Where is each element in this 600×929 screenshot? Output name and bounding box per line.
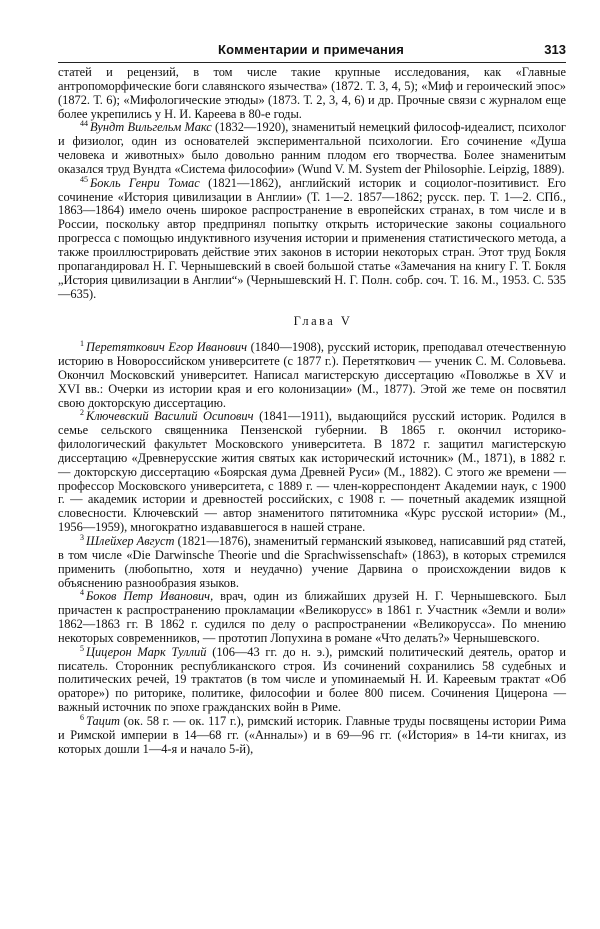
- note-number: 6: [80, 712, 84, 722]
- note-text: (ок. 58 г. — ок. 117 г.), римский историк. Главные труды посвящены истории Рима и Римской империи в 14—68 гг. («Анналы») и в 69—96 гг. («История» в 14-ти книгах, из которых дошли 1—4-я и начало 5-й),: [58, 713, 566, 756]
- note-person-name: Боков Петр Иванович,: [86, 589, 214, 604]
- note-4: [58, 590, 566, 645]
- note-text: (1821—1862), английский историк и социолог-позитивист. Его сочинение «История цивилизации в Англии» (Т. 1—2. 1857—1862; русск. пер. Т. 1—2. СПб., 1863—1864) имело очень широкое распространение в европейских странах, в том числе и в России, поскольку автор предпринял попытку открыть исторические законы социального прогресса с помощью индуктивного изучения истории и применения статистического метода, а также проиллюстрировать действие этих законов в истории некоторых стран. Этот труд Бокля пропагандировал Н. Г. Чернышевский в своей большой статье «Замечания на книгу Г. Т. Бокля „История цивилизации в Англии“» (Чернышевский Н. Г. Полн. собр. соч. Т. 16. М., 1953. С. 535—635).: [58, 175, 566, 301]
- note-5: [58, 643, 566, 715]
- note-text: (1821—1876), знаменитый германский языковед, написавший ряд статей, в том числе «Die Darwinsche Theorie und die Sprachwissenschaft» (1863), в которых стремился применить (любопытно, хотя и неудачно) учение Дарвина о происхождении видов к объяснению разнообразия языков.: [58, 534, 566, 590]
- note-text: врач, один из ближайших друзей Н. Г. Чернышевского. Был причастен к распространению прокламации «Великорусс» в 1861 г. Участник «Земли и воли» 1862—1863 гг. В 1862 г. судился по делу о распространении «Великорусса». По мнению некоторых современников, — прототип Лопухина в романе «Что делать?» Чернышевского.: [58, 589, 567, 645]
- page-body: [58, 66, 566, 757]
- continuation-paragraph: статей и рецензий, в том числе такие крупные исследования, как «Главные антропоморфические боги славянского язычества» (1872. Т. 3, 4, 5); «Миф и героический эпос» (1872. Т. 6); «Мифологические этюды» (1873. Т. 2, 3, 4, 6) и др. Прочные связи с журналом еще более укрепились у Н. И. Кареева в 80-е годы.: [58, 65, 566, 121]
- note-number: 44: [80, 119, 88, 129]
- note-text: (1840—1908), русский историк, преподавал отечественную историю в Новороссийском университете (с 1877 г.). Перетяткович — ученик С. М. Соловьева. Окончил Московский университет. Написал магистерскую диссертацию «Поволжье в XV и XVI вв.: Очерки из истории края и его колонизации» (М., 1877). Этой же теме он посвятил свою докторскую диссертацию.: [58, 340, 566, 410]
- note-number: 2: [80, 408, 84, 418]
- note-1: [58, 341, 566, 410]
- running-header: [58, 42, 566, 62]
- note-number: 4: [80, 588, 84, 598]
- note-person-name: Тацит: [86, 713, 120, 728]
- chapter-heading: Глава V: [293, 314, 353, 329]
- note-6: [58, 712, 566, 757]
- header-rule: [58, 62, 566, 63]
- note-2: [58, 410, 566, 535]
- note-number: 3: [80, 532, 84, 542]
- note-3: [58, 532, 566, 590]
- running-title: Комментарии и примечания: [218, 42, 405, 57]
- note-number: 1: [80, 339, 84, 349]
- note-number: 45: [80, 174, 88, 184]
- note-45: [58, 174, 566, 302]
- note-person-name: Шлейхер Август: [86, 534, 175, 548]
- note-person-name: Ключевский Василий Осипович: [86, 409, 254, 424]
- note-number: 5: [80, 643, 84, 653]
- note-person-name: Вундт Вильгельм Макс: [90, 120, 212, 135]
- note-text: (106—43 гг. до н. э.), римский политический деятель, оратор и писатель. Сторонник республиканского строя. Из сочинений сохранились 58 судебных и политических речей, 19 трактатов (в том числе и упоминаемый Н. И. Кареевым трактат «Об ораторе») по риторике, политике, философии и более 800 писем. Сочинения Цицерона — важный источник по эпохе гражданских войн в Риме.: [58, 644, 566, 715]
- page-number: 313: [544, 42, 566, 57]
- note-text: (1832—1920), знаменитый немецкий философ-идеалист, психолог и физиолог, один из основателей экспериментальной психологии. Его сочинение «Душа человека и животных» было довольно ранним плодом его творчества. Более знаменитым оказался труд Вундта «Система философии» (Wund V. M. System der Philosophie. Leipzig, 1889).: [58, 120, 566, 176]
- note-text: (1841—1911), выдающийся русский историк. Родился в семье сельского священника Пензенской губернии. В 1865 г. окончил историко-филологический факультет Московского университета. В 1872 г. защитил магистерскую диссертацию «Древнерусские жития святых как исторический источник» (М., 1871), в 1882 г. — докторскую диссертацию «Боярская дума Древней Руси» (М., 1882). С этого же времени — профессор Московского университета, с 1889 г. — член-корреспондент Академии наук, с 1900 г. — академик истории и древностей российских, с 1908 г. — почетный академик изящной словесности. Ключевский — автор знаменитого пятитомника «Курс русской истории» (М., 1956—1959), многократно издававшегося в нашей стране.: [58, 409, 566, 535]
- note-person-name: Бокль Генри Томас: [90, 175, 200, 190]
- note-44: [58, 121, 566, 176]
- note-person-name: Перетяткович Егор Иванович: [86, 340, 248, 355]
- note-person-name: Цицерон Марк Туллий: [86, 644, 207, 659]
